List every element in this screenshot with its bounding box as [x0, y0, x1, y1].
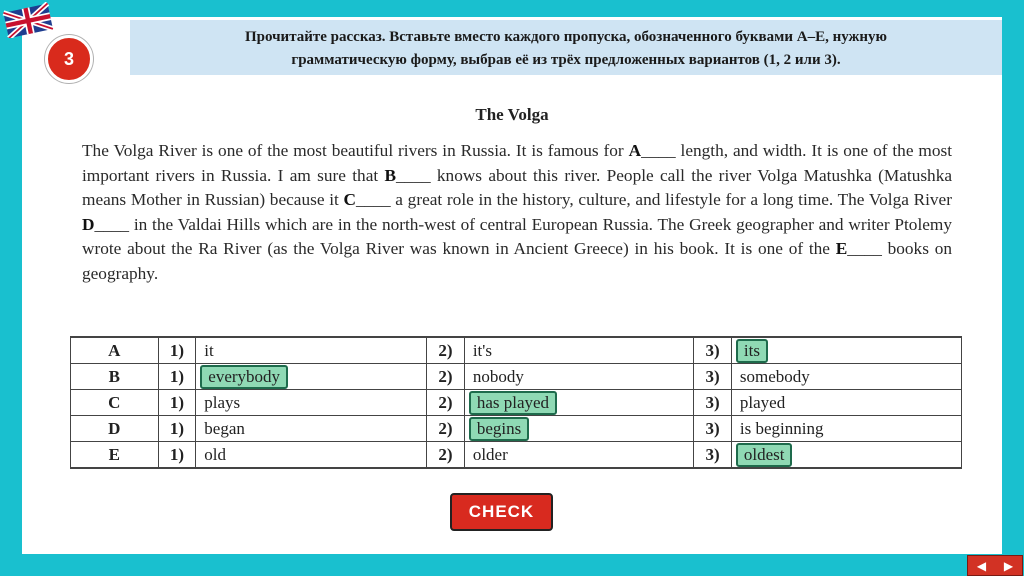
- option-number: [694, 364, 732, 390]
- option-number-text: 1): [169, 392, 185, 412]
- row-letter: [71, 364, 159, 390]
- option-number: [158, 442, 196, 469]
- row-letter-text: D: [108, 418, 121, 438]
- story-segment: ____ knows about this river. People call the river Volga Matushka (Matushka means Mother in Russian) because it: [82, 165, 953, 209]
- option-choice[interactable]: [731, 416, 961, 442]
- option-number: [694, 442, 732, 469]
- row-letter: [71, 416, 159, 442]
- option-choice[interactable]: [731, 390, 961, 416]
- row-letter: [71, 337, 159, 364]
- option-choice-text[interactable]: has played: [469, 391, 557, 415]
- option-number-text: 1): [169, 444, 185, 464]
- gap-letter-d: D: [82, 214, 95, 234]
- option-number: [158, 390, 196, 416]
- task-number-badge: 3: [45, 35, 93, 83]
- option-choice[interactable]: [464, 337, 693, 364]
- arrow-left-icon[interactable]: ◀: [976, 558, 987, 573]
- option-choice[interactable]: [196, 337, 427, 364]
- option-number-text: 3): [705, 392, 720, 412]
- option-number-text: 3): [705, 444, 720, 464]
- options-row-a: [71, 337, 962, 364]
- option-number: [427, 390, 465, 416]
- option-choice[interactable]: [464, 364, 693, 390]
- option-number: [427, 364, 465, 390]
- story-segment: The Volga River is one of the most beautiful rivers in Russia. It is famous for: [82, 141, 629, 160]
- gap-letter-b: B: [384, 165, 397, 185]
- task-instruction: [130, 20, 1002, 75]
- option-number: [427, 337, 465, 364]
- option-choice-text[interactable]: begins: [469, 417, 529, 441]
- row-letter-text: B: [108, 366, 120, 386]
- story-segment: ____ in the Valdai Hills which are in the north-west of central European Russia. The Greek geographer and writer Ptolemy wrote about the Ra River (as the Volga River was known in Ancient Greece) in his book. It is one of the: [82, 214, 952, 258]
- options-table: [70, 336, 962, 469]
- option-number-text: 2): [438, 366, 453, 386]
- option-choice-text[interactable]: it: [204, 340, 214, 360]
- slide-navigation: [967, 555, 1023, 576]
- story-title: The Volga: [475, 105, 549, 124]
- option-choice-text[interactable]: oldest: [736, 443, 793, 467]
- option-number: [694, 337, 732, 364]
- option-choice-text[interactable]: nobody: [472, 366, 524, 386]
- option-choice[interactable]: [464, 442, 693, 469]
- check-button[interactable]: CHECK: [450, 493, 553, 531]
- option-choice-text[interactable]: is beginning: [739, 418, 824, 438]
- option-choice[interactable]: [731, 364, 961, 390]
- options-row-e: [71, 442, 962, 469]
- option-number-text: 1): [169, 340, 185, 360]
- row-letter: [71, 442, 159, 469]
- option-choice-text[interactable]: played: [739, 392, 786, 412]
- story-segment: ____ books on geography.: [82, 239, 952, 283]
- options-row-d: [71, 416, 962, 442]
- gap-letter-c: C: [343, 190, 357, 209]
- row-letter: [71, 390, 159, 416]
- row-letter-text: A: [108, 340, 121, 360]
- instruction-line-1: Прочитайте рассказ. Вставьте вместо каждого пропуска, обозначенного буквами A–E, нужную: [244, 29, 888, 45]
- story-text: [82, 139, 952, 286]
- option-number: [694, 416, 732, 442]
- option-choice-text[interactable]: older: [472, 444, 508, 464]
- options-row-b: [71, 364, 962, 390]
- option-number: [158, 416, 196, 442]
- story-segment: ____ length, and width. It is one of the most important rivers in Russia. I am sure that: [82, 141, 952, 185]
- row-letter-text: C: [108, 392, 121, 412]
- option-choice-text[interactable]: plays: [204, 392, 241, 412]
- option-number-text: 2): [438, 418, 453, 438]
- option-choice-text[interactable]: it's: [472, 340, 492, 360]
- option-number-text: 1): [169, 418, 185, 438]
- option-number: [158, 337, 196, 364]
- option-number-text: 3): [705, 418, 720, 438]
- arrow-right-icon[interactable]: ▶: [1003, 558, 1014, 573]
- option-number-text: 3): [705, 340, 720, 360]
- options-row-c: [71, 390, 962, 416]
- option-number-text: 2): [438, 392, 453, 412]
- instruction-line-2: грамматическую форму, выбрав её из трёх предложенных вариантов (1, 2 или 3).: [291, 52, 841, 68]
- option-number: [158, 364, 196, 390]
- option-choice-selected[interactable]: [464, 416, 693, 442]
- option-choice-selected[interactable]: [731, 442, 961, 469]
- option-choice-text[interactable]: began: [204, 418, 245, 438]
- option-number-text: 2): [438, 444, 453, 464]
- option-number: [427, 442, 465, 469]
- option-number-text: 3): [705, 366, 720, 386]
- option-choice-text[interactable]: its: [736, 339, 768, 363]
- option-choice[interactable]: [196, 390, 427, 416]
- option-choice-text[interactable]: everybody: [200, 365, 288, 389]
- option-choice-selected[interactable]: [464, 390, 693, 416]
- uk-flag-icon: [2, 2, 54, 38]
- row-letter-text: E: [108, 444, 120, 464]
- option-number-text: 2): [438, 340, 453, 360]
- option-choice-text[interactable]: somebody: [739, 366, 810, 386]
- option-choice[interactable]: [196, 416, 427, 442]
- gap-letter-e: E: [835, 239, 848, 258]
- option-number: [694, 390, 732, 416]
- story-segment: ____ a great role in the history, culture, and lifestyle for a long time. The Volga River: [356, 190, 952, 209]
- option-choice[interactable]: [196, 442, 427, 469]
- option-number-text: 1): [169, 366, 185, 386]
- option-choice-selected[interactable]: [731, 337, 961, 364]
- option-number: [427, 416, 465, 442]
- option-choice-text[interactable]: old: [204, 444, 227, 464]
- gap-letter-a: A: [628, 141, 642, 160]
- option-choice-selected[interactable]: [196, 364, 427, 390]
